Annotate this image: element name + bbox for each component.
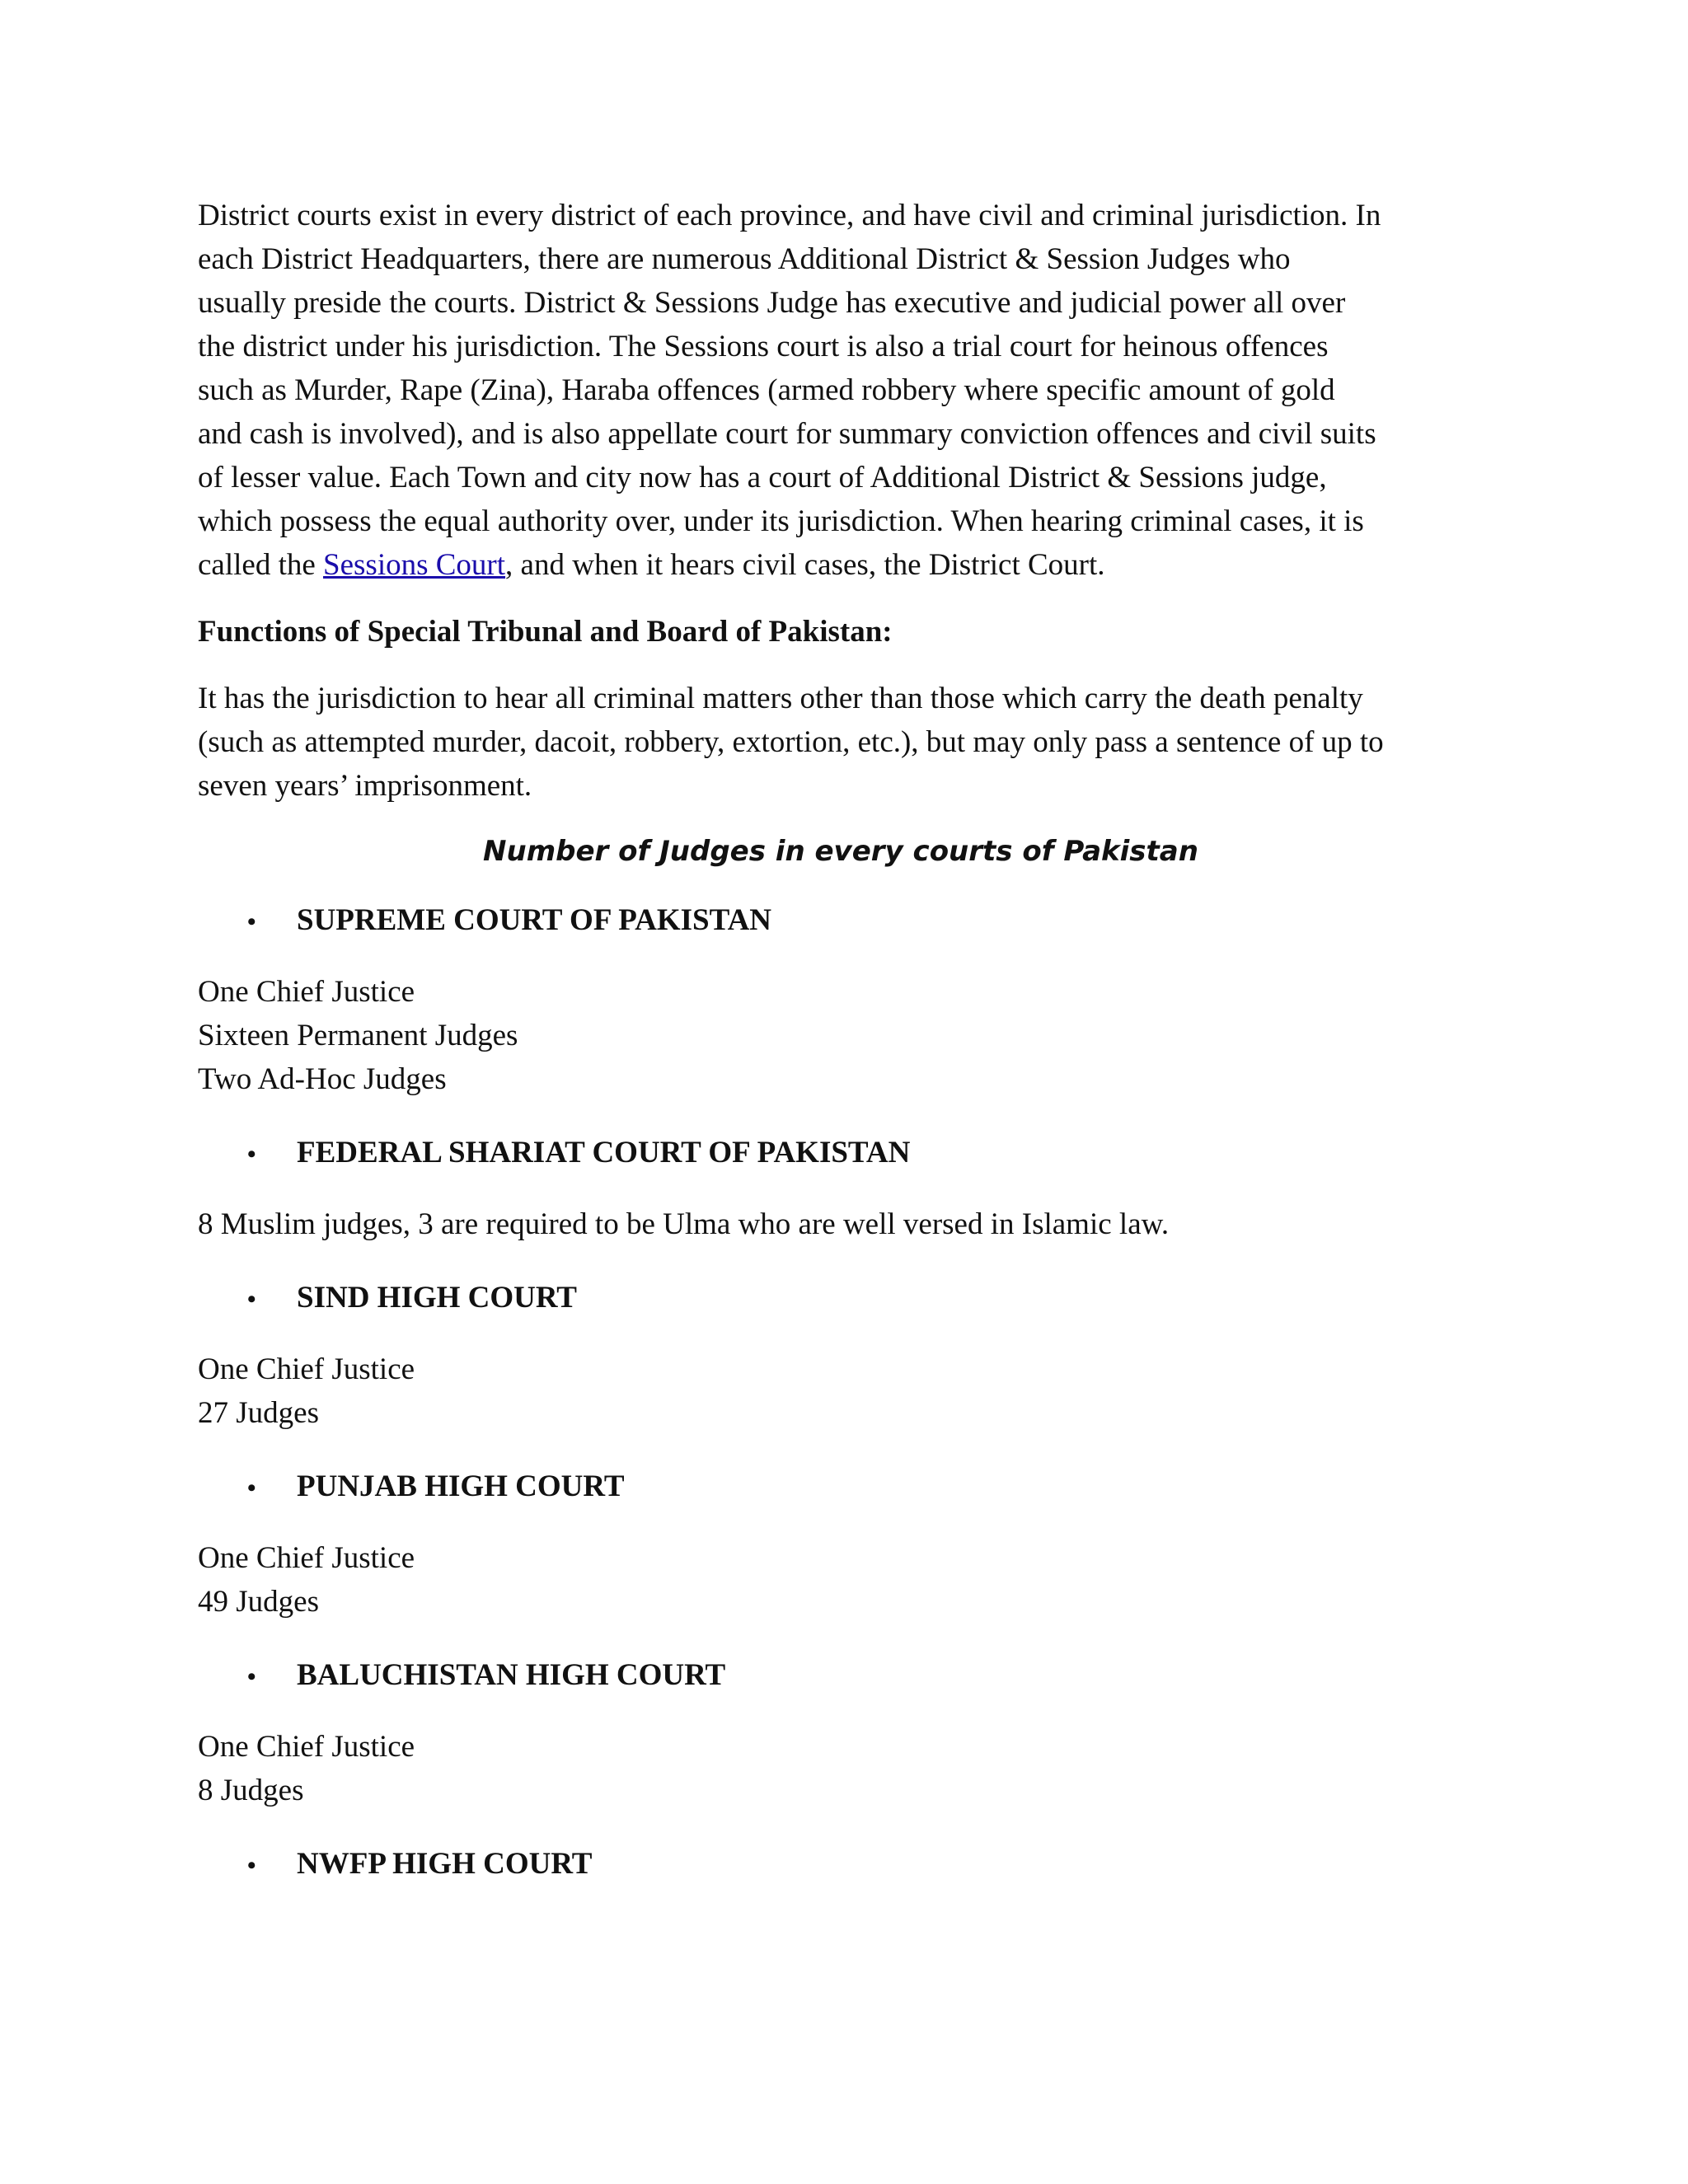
tribunal-line: (such as attempted murder, dacoit, robbery, extortion, etc.), but may only pass a sentence of up to bbox=[198, 725, 1384, 759]
intro-line: the district under his jurisdiction. The Sessions court is also a trial court for heinous offences bbox=[198, 330, 1329, 363]
tribunal-line: It has the jurisdiction to hear all criminal matters other than those which carry the death penalty bbox=[198, 682, 1363, 715]
judges-section-title: Number of Judges in every courts of Pakistan bbox=[483, 835, 1198, 868]
court-name: PUNJAB HIGH COURT bbox=[297, 1469, 625, 1503]
court-heading-punjab bbox=[198, 1465, 1484, 1510]
court-name: FEDERAL SHARIAT COURT OF PAKISTAN bbox=[297, 1136, 911, 1169]
court-detail: 8 Judges bbox=[198, 1774, 304, 1807]
tribunal-line: seven years’ imprisonment. bbox=[198, 769, 532, 803]
intro-line: District courts exist in every district of each province, and have civil and criminal jurisdiction. In bbox=[198, 199, 1381, 232]
court-heading-federal-shariat bbox=[198, 1131, 1484, 1176]
bullet-icon: • bbox=[247, 1663, 256, 1690]
court-detail: One Chief Justice bbox=[198, 975, 415, 1009]
court-detail: One Chief Justice bbox=[198, 1541, 415, 1575]
court-detail: One Chief Justice bbox=[198, 1352, 415, 1386]
intro-line: such as Murder, Rape (Zina), Haraba offences (armed robbery where specific amount of gold bbox=[198, 373, 1335, 407]
court-detail: Sixteen Permanent Judges bbox=[198, 1019, 518, 1052]
court-detail: Two Ad-Hoc Judges bbox=[198, 1062, 447, 1096]
court-heading-sind bbox=[198, 1276, 1484, 1321]
bullet-icon: • bbox=[247, 1852, 256, 1879]
court-heading-supreme bbox=[198, 898, 1484, 944]
court-name: BALUCHISTAN HIGH COURT bbox=[297, 1658, 726, 1692]
intro-paragraph bbox=[198, 194, 1484, 587]
bullet-icon: • bbox=[247, 1474, 256, 1502]
bullet-icon: • bbox=[247, 1141, 256, 1168]
court-name: NWFP HIGH COURT bbox=[297, 1847, 593, 1881]
intro-line: usually preside the courts. District & Sessions Judge has executive and judicial power all over bbox=[198, 286, 1346, 320]
bullet-icon: • bbox=[247, 1286, 256, 1313]
intro-line: each District Headquarters, there are numerous Additional District & Session Judges who bbox=[198, 242, 1291, 276]
tribunal-heading: Functions of Special Tribunal and Board of Pakistan: bbox=[198, 615, 893, 649]
intro-line: which possess the equal authority over, under its jurisdiction. When hearing criminal cases, it is bbox=[198, 504, 1364, 538]
court-heading-nwfp bbox=[198, 1842, 1484, 1887]
court-heading-baluchistan bbox=[198, 1653, 1484, 1699]
court-detail: One Chief Justice bbox=[198, 1730, 415, 1764]
intro-line: and cash is involved), and is also appellate court for summary conviction offences and civil suits bbox=[198, 417, 1376, 451]
court-detail: 27 Judges bbox=[198, 1396, 319, 1430]
sessions-court-link[interactable]: Sessions Court bbox=[323, 548, 506, 582]
intro-text-after-link: , and when it hears civil cases, the District Court. bbox=[505, 548, 1105, 582]
intro-line bbox=[198, 543, 1484, 587]
intro-line: of lesser value. Each Town and city now has a court of Additional District & Sessions judge, bbox=[198, 461, 1327, 494]
document-page bbox=[198, 194, 1484, 1887]
court-name: SUPREME COURT OF PAKISTAN bbox=[297, 903, 772, 937]
court-detail: 8 Muslim judges, 3 are required to be Ulma who are well versed in Islamic law. bbox=[198, 1207, 1170, 1241]
tribunal-paragraph bbox=[198, 677, 1484, 808]
intro-text-before-link: called the bbox=[198, 548, 324, 582]
court-name: SIND HIGH COURT bbox=[297, 1281, 577, 1315]
court-detail: 49 Judges bbox=[198, 1585, 319, 1619]
bullet-icon: • bbox=[247, 908, 256, 935]
